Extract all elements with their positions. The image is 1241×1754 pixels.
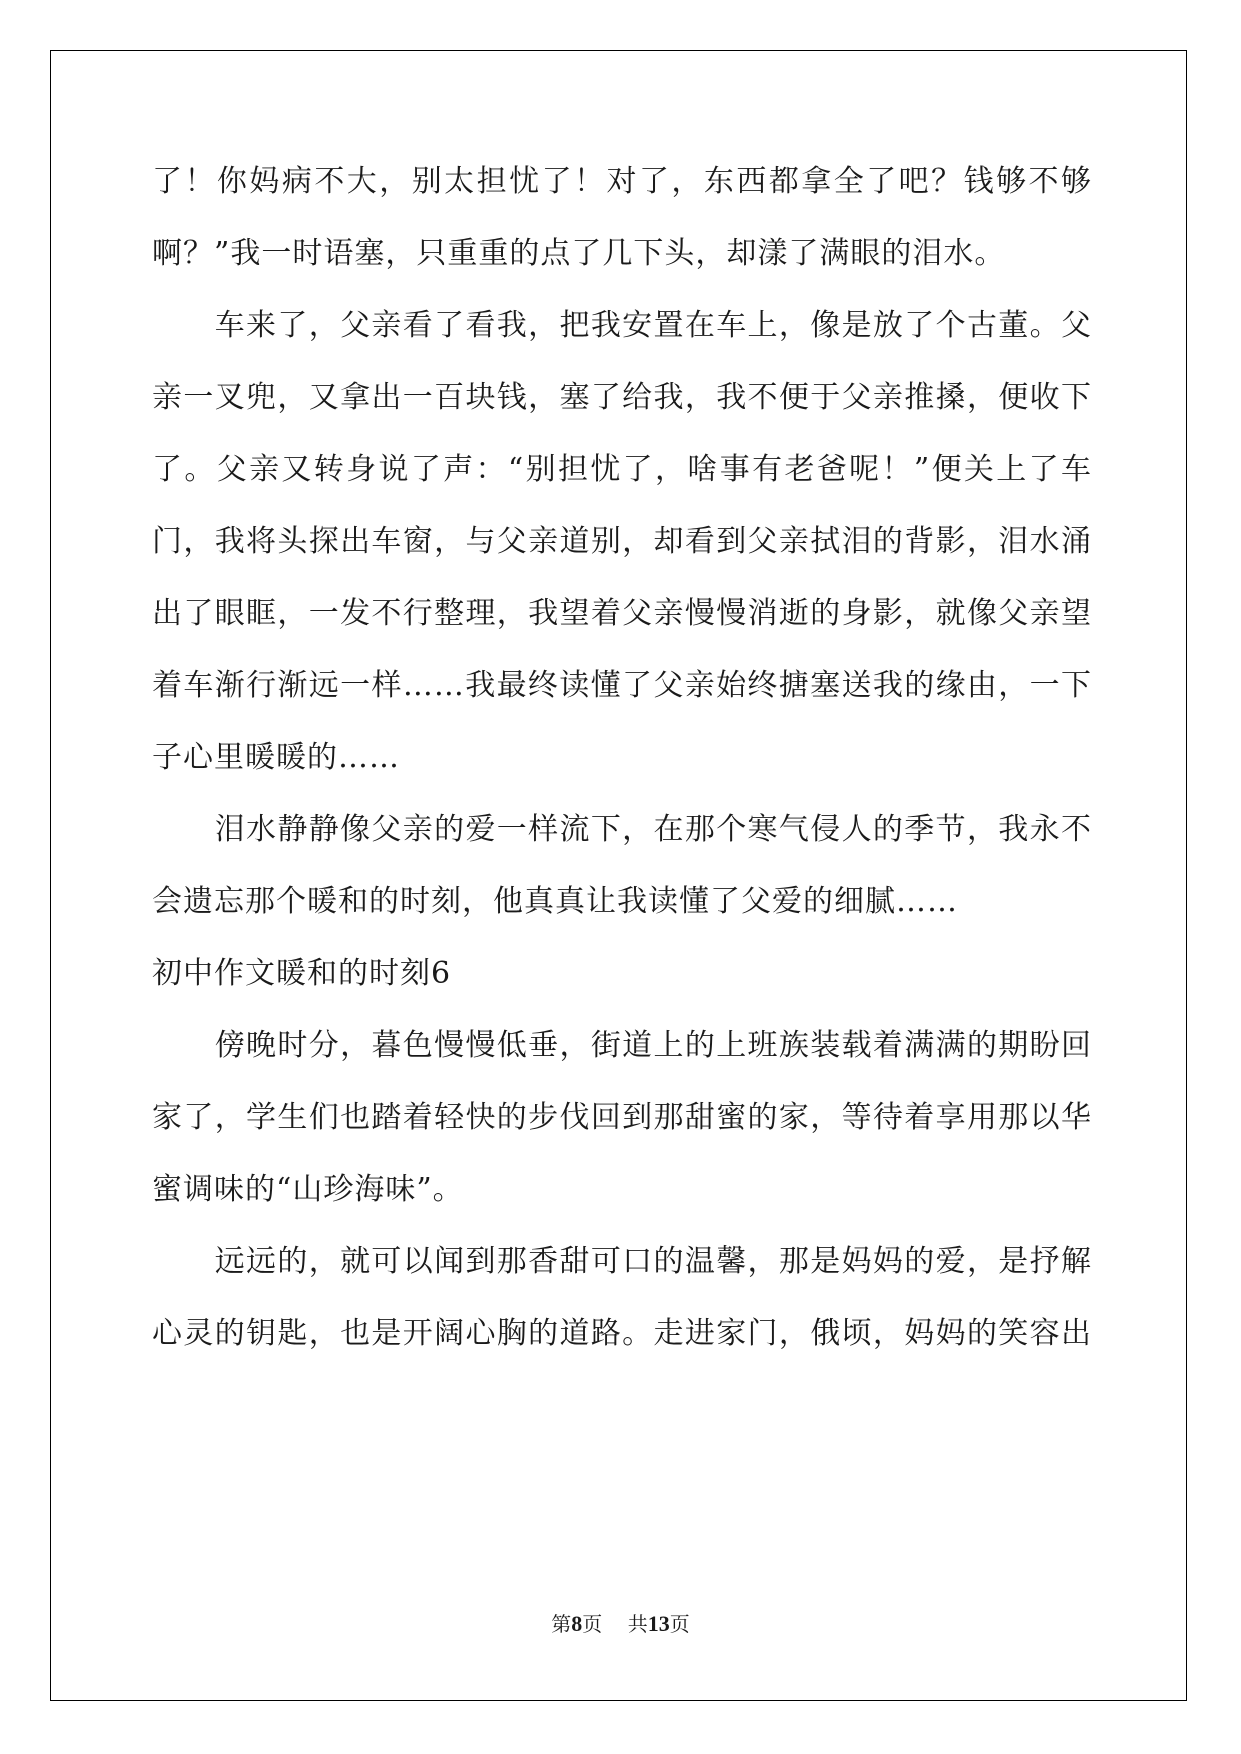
text-line: 远远的，就可以闻到那香甜可口的温馨，那是妈妈的爱，是抒解: [152, 1244, 1092, 1279]
text-line: 了！你妈病不大，别太担忧了！对了，东西都拿全了吧？钱够不够: [152, 164, 1092, 199]
text-line: 会遗忘那个暖和的时刻，他真真让我读懂了父爱的细腻……: [152, 884, 958, 919]
text-line: 门，我将头探出车窗，与父亲道别，却看到父亲拭泪的背影，泪水涌: [152, 524, 1092, 559]
page-suffix: 页: [582, 1612, 603, 1636]
text-line: 了。父亲又转身说了声：“别担忧了，啥事有老爸呢！”便关上了车: [152, 452, 1092, 487]
total-prefix: 共: [627, 1612, 648, 1636]
text-line: 傍晚时分，暮色慢慢低垂，街道上的上班族装载着满满的期盼回: [152, 1028, 1092, 1063]
page-border: [50, 50, 1187, 1701]
text-line: 出了眼眶，一发不行整理，我望着父亲慢慢消逝的身影，就像父亲望: [152, 596, 1092, 631]
text-line: 啊？”我一时语塞，只重重的点了几下头，却漾了满眼的泪水。: [152, 236, 1006, 271]
text-line: 亲一叉兜，又拿出一百块钱，塞了给我，我不便于父亲推搡，便收下: [152, 380, 1092, 415]
total-suffix: 页: [669, 1612, 690, 1636]
text-line: 车来了，父亲看了看我，把我安置在车上，像是放了个古董。父: [152, 308, 1092, 343]
text-line: 家了，学生们也踏着轻快的步伐回到那甜蜜的家，等待着享用那以华: [152, 1100, 1092, 1135]
page-prefix: 第: [551, 1612, 572, 1636]
text-line: 子心里暖暖的……: [152, 740, 400, 775]
section-heading: 初中作文暖和的时刻6: [152, 956, 452, 991]
page-footer: [0, 1611, 1241, 1637]
text-line: 蜜调味的“山珍海味”。: [152, 1172, 464, 1207]
page-number: 8: [571, 1611, 583, 1636]
total-pages: 13: [647, 1611, 670, 1636]
text-line: 心灵的钥匙，也是开阔心胸的道路。走进家门，俄顷，妈妈的笑容出: [152, 1316, 1092, 1351]
text-line: 泪水静静像父亲的爱一样流下，在那个寒气侵人的季节，我永不: [152, 812, 1092, 847]
text-line: 着车渐行渐远一样……我最终读懂了父亲始终搪塞送我的缘由，一下: [152, 668, 1092, 703]
